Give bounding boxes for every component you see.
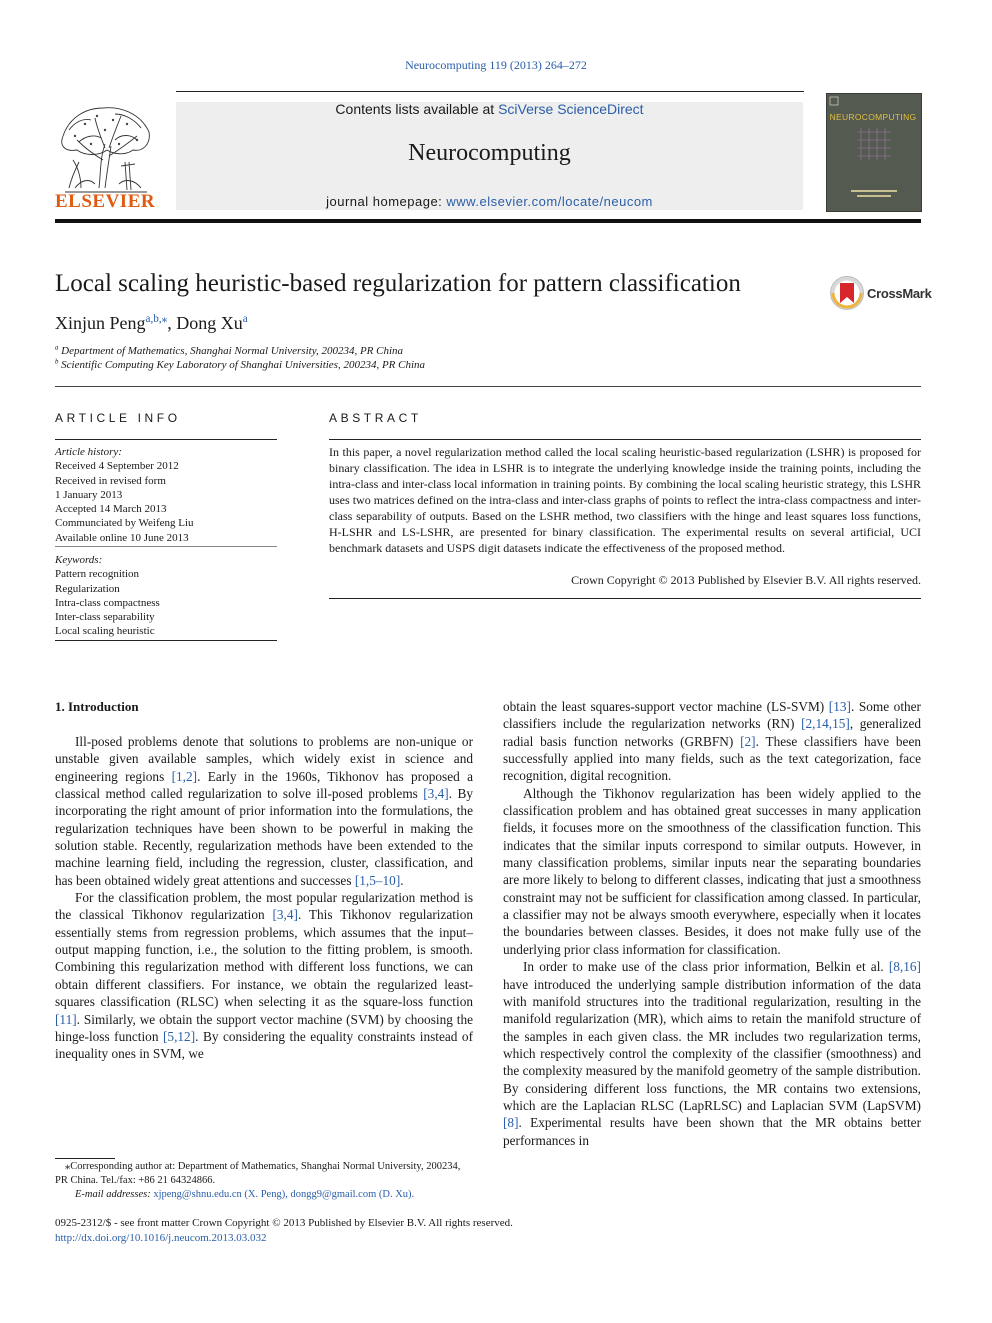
section-heading: 1. Introduction xyxy=(55,699,139,714)
citation-link[interactable]: [3,4] xyxy=(272,907,298,923)
article-info-divider xyxy=(55,546,277,547)
email-label: E-mail addresses: xyxy=(75,1189,151,1200)
author-name[interactable]: Dong Xu xyxy=(176,313,243,333)
crossmark-icon[interactable] xyxy=(829,275,865,311)
citation-link[interactable]: [1,5–10] xyxy=(354,872,401,888)
history-label: Article history: xyxy=(55,446,122,458)
keyword: Regularization xyxy=(55,582,120,595)
author-name[interactable]: Xinjun Peng xyxy=(55,313,146,333)
affiliation-text: Department of Mathematics, Shanghai Normal University, 200234, PR China xyxy=(61,345,404,357)
citation-link[interactable]: [3,4] xyxy=(423,786,449,802)
email-note xyxy=(55,1188,475,1202)
author-separator: , xyxy=(167,313,177,333)
homepage-prefix: journal homepage: xyxy=(326,194,447,209)
abstract-bottom-rule xyxy=(329,598,921,599)
affiliation xyxy=(55,345,403,357)
corresponding-text: Corresponding author at: Department of Mathematics, Shanghai Normal University, 200234, PR China. Tel./fax: +86 21 64324866. xyxy=(55,1161,461,1186)
keywords xyxy=(55,553,277,639)
article-title: Local scaling heuristic-based regularization for pattern classification xyxy=(55,270,741,297)
abstract-rule xyxy=(329,439,921,440)
journal-cover-thumbnail[interactable] xyxy=(826,93,922,212)
citation-link[interactable]: [11] xyxy=(55,1011,77,1027)
doi-link[interactable]: http://dx.doi.org/10.1016/j.neucom.2013.03.032 xyxy=(55,1231,267,1244)
journal-name: Neurocomputing xyxy=(408,140,571,166)
author-affiliation-marks[interactable]: a xyxy=(242,313,248,325)
keyword: Pattern recognition xyxy=(55,568,140,581)
citation-link[interactable]: [8] xyxy=(503,1115,519,1131)
abstract-copyright: Crown Copyright © 2013 Published by Elsevier B.V. All rights reserved. xyxy=(571,573,921,587)
body-column-left xyxy=(55,733,473,1063)
keyword: Inter-class separability xyxy=(55,611,155,624)
history-item: Received in revised form xyxy=(55,474,166,487)
article-info-heading: ARTICLE INFO xyxy=(55,411,181,425)
abstract-heading: ABSTRACT xyxy=(329,411,422,425)
elsevier-wordmark: ELSEVIER xyxy=(55,191,156,212)
paragraph: Although the Tikhonov regularization has been widely applied to the classification problem and has obtained great successes in many application fields, it focuses more on the smoothness of the classification function. This indicates that the similar inputs correspond to similar outputs. However, in many classification problems, similar inputs near the separating boundaries are more likely to belong to different classes, indicating that just a smoothness constraint may not be sufficient for classification among classed. In particular, a classifier may not be always smooth everywhere, especially when it locates the boundaries between classes. Besides, it does not make fully use of the underlying prior class information for classification. xyxy=(503,785,921,957)
author-affiliation-marks[interactable]: a,b,⁎ xyxy=(145,313,168,325)
paragraph: Ill-posed problems denote that solutions to problems are non-unique or unstable given available samples, which widely exist in science and engineering regions [1,2]. Early in the 1960s, Tikhonov has proposed a classical method called regularization to solve ill-posed problems [3,4]. By incorporating the right amount of prior information into the formulations, the regularization techniques have been shown to be powerful in making the solution stable. Recently, regularization methods have been extended to the machine learning field, including the regression, cluster, classification, and has been obtained widely great attentions and successes [1,5–10]. xyxy=(55,734,474,888)
abstract-text: In this paper, a novel regularization method called the local scaling heuristic-based regularization (LSHR) is proposed for binary classification. The idea in LSHR is to integrate the underlying knowledge inside the training points, including the intra-class and inter-class local information in training points. By combining the local scaling heuristic strategy, this LSHR uses two matrices defined on the intra-class and inter-class graphs of points to reflect the intra-class compactness and inter-class separability of outputs. Based on the LSHR method, two classifiers with the hinge and least squares loss functions, H-LSHR and LS-LSHR, are presented for binary classification. The experimental results on several artificial, UCI benchmark datasets and USPS digit datasets indicate the effectiveness of the proposed method. xyxy=(329,445,921,555)
issn-line: 0925-2312/$ - see front matter Crown Copyright © 2013 Published by Elsevier B.V. All rights reserved. xyxy=(55,1217,513,1229)
paragraph: For the classification problem, the most popular regularization method is the classical Tikhonov regularization [3,4]. This Tikhonov regularization essentially stems from regression problems, which assumes that the input–output mapping function, i.e., the solution to the fitting problem, is smooth. Combining this regularization method with different loss functions, we can obtain different classifiers. For instance, we obtain the regularized least-squares classification (RLSC) when selecting it as the square-loss function [11]. Similarly, we obtain the support vector machine (SVM) by choosing the hinge-loss function [5,12]. By considering the equality constraints instead of inequality ones in SVM, we xyxy=(55,890,474,1062)
affiliation xyxy=(55,359,425,371)
keyword: Local scaling heuristic xyxy=(55,625,155,638)
cover-title: NEUROCOMPUTING xyxy=(829,112,917,122)
paragraph: obtain the least squares-support vector machine (LS-SVM) [13]. Some other classifiers include the regularization networks (RN) [2,14,15], generalized radial basis function networks (GRBFN) [2]. These classifiers have been successfully applied into many fields, such as the text categorization, face recognition, digital recognition. xyxy=(503,699,922,784)
history-item: Received 4 September 2012 xyxy=(55,460,179,473)
email-link[interactable]: dongg9@gmail.com (D. Xu). xyxy=(290,1189,415,1200)
footnotes xyxy=(55,1160,475,1202)
homepage-link[interactable]: www.elsevier.com/locate/neucom xyxy=(446,194,653,209)
citation-link[interactable]: [1,2] xyxy=(171,768,198,784)
email-link[interactable]: xjpeng@shnu.edu.cn (X. Peng), xyxy=(153,1189,288,1200)
header-top-rule xyxy=(176,91,804,92)
page-footer xyxy=(55,1216,513,1245)
history-item: Communciated by Weifeng Liu xyxy=(55,517,194,530)
history-item: 1 January 2013 xyxy=(55,488,123,501)
crossmark-label[interactable]: CrossMark xyxy=(867,286,932,301)
affiliation-text: Scientific Computing Key Laboratory of Shanghai Universities, 200234, PR China xyxy=(61,359,426,371)
contents-prefix: Contents lists available at xyxy=(335,101,499,117)
affiliation-mark: b xyxy=(55,358,59,366)
header-thick-rule xyxy=(55,219,921,223)
paragraph: In order to make use of the class prior information, Belkin et al. [8,16] have introduced the underlying sample distribution information of the data with manifold structures into the traditional regularization, resulting in the manifold regularization (MR), which aims to retain the manifold structure of the samples in each given class. the MR includes two regularization terms, which respectively control the complexity of the classifier (smoothness) and the complexity measured by the manifold geometry of the sample distribution. By considering different loss functions, the MR contains two extensions, which are the Laplacian RLSC (LapRLSC) and Laplacian SVM (LapSVM) [8]. Experimental results have been shown that the MR obtains better performances in xyxy=(503,959,921,1148)
contents-availability xyxy=(176,101,803,117)
citation-link[interactable]: [5,12] xyxy=(163,1028,196,1044)
journal-homepage xyxy=(176,194,803,209)
citation-link[interactable]: [2] xyxy=(740,733,756,749)
history-item: Available online 10 June 2013 xyxy=(55,531,189,544)
journal-citation-link[interactable]: Neurocomputing 119 (2013) 264–272 xyxy=(405,58,587,72)
citation-link[interactable]: [8,16] xyxy=(888,959,921,975)
keywords-label: Keywords: xyxy=(55,554,103,566)
footnote-star: ⁎ xyxy=(65,1161,71,1172)
author-list xyxy=(55,313,248,334)
corresponding-author-note xyxy=(55,1160,475,1188)
citation-link[interactable]: [13] xyxy=(828,699,851,714)
article-history xyxy=(55,445,277,545)
affiliation-mark: a xyxy=(55,344,59,352)
history-item: Accepted 14 March 2013 xyxy=(55,503,167,516)
body-column-right xyxy=(503,698,921,1149)
article-info-bottom-rule xyxy=(55,640,277,641)
keyword: Intra-class compactness xyxy=(55,596,160,609)
citation-link[interactable]: [2,14,15] xyxy=(801,716,850,732)
article-info-rule xyxy=(55,439,277,440)
sciencedirect-link[interactable]: SciVerse ScienceDirect xyxy=(498,101,644,117)
affiliation-rule xyxy=(55,386,921,387)
footnote-rule xyxy=(55,1158,115,1159)
